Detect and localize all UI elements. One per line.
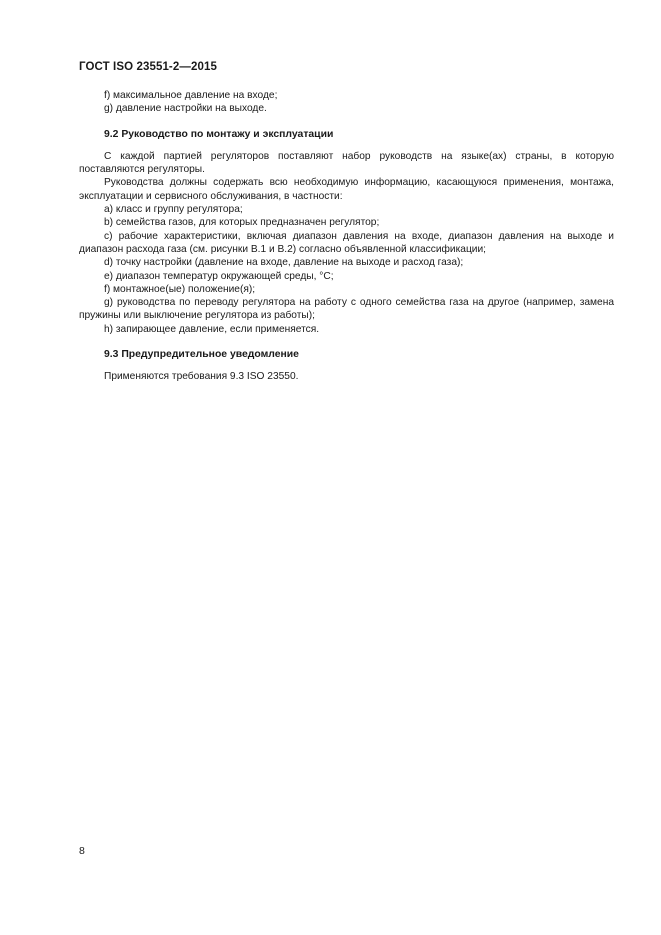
page-content [79,89,614,384]
list-item-a: a) класс и группу регулятора; [104,204,243,216]
section-9-2-paragraph-1: С каждой партией регуляторов поставляют набор руководств на языке(ах) страны, в которую поставляются регуляторы. [79,150,614,176]
list-item-h: h) запирающее давление, если применяется. [104,323,320,335]
list-item-e: e) диапазон температур окружающей среды, °С; [104,270,334,282]
list-item-b: b) семейства газов, для которых предназначен регулятор; [104,217,380,229]
standard-header: ГОСТ ISO 23551-2—2015 [79,61,217,73]
section-9-2-title: 9.2 Руководство по монтажу и эксплуатации [104,128,334,140]
section-9-2-paragraph-2: Руководства должны содержать всю необходимую информацию, касающуюся применения, монтажа, эксплуатации и сервисного обслуживания, в частности: [79,177,614,202]
list-item-g: g) давление настройки на выходе. [104,103,267,115]
section-9-3-title: 9.3 Предупредительное уведомление [104,349,299,361]
list-item-g2: g) руководства по переводу регулятора на работу с одного семейства газа на другое (например, замена пружины или выключение регулятора из работы); [79,297,614,322]
page-number: 8 [79,845,85,857]
list-item-d: d) точку настройки (давление на входе, давление на выходе и расход газа); [104,257,464,269]
list-item-f: f) максимальное давление на входе; [104,90,278,101]
section-9-3-paragraph-1: Применяются требования 9.3 ISO 23550. [104,371,299,383]
list-item-f2: f) монтажное(ые) положение(я); [104,283,256,295]
list-item-c: c) рабочие характеристики, включая диапазон давления на входе, диапазон давления на выходе и диапазон расхода газа (см. рисунки В.1 и В.2) согласно объявленной классификации; [79,230,614,255]
